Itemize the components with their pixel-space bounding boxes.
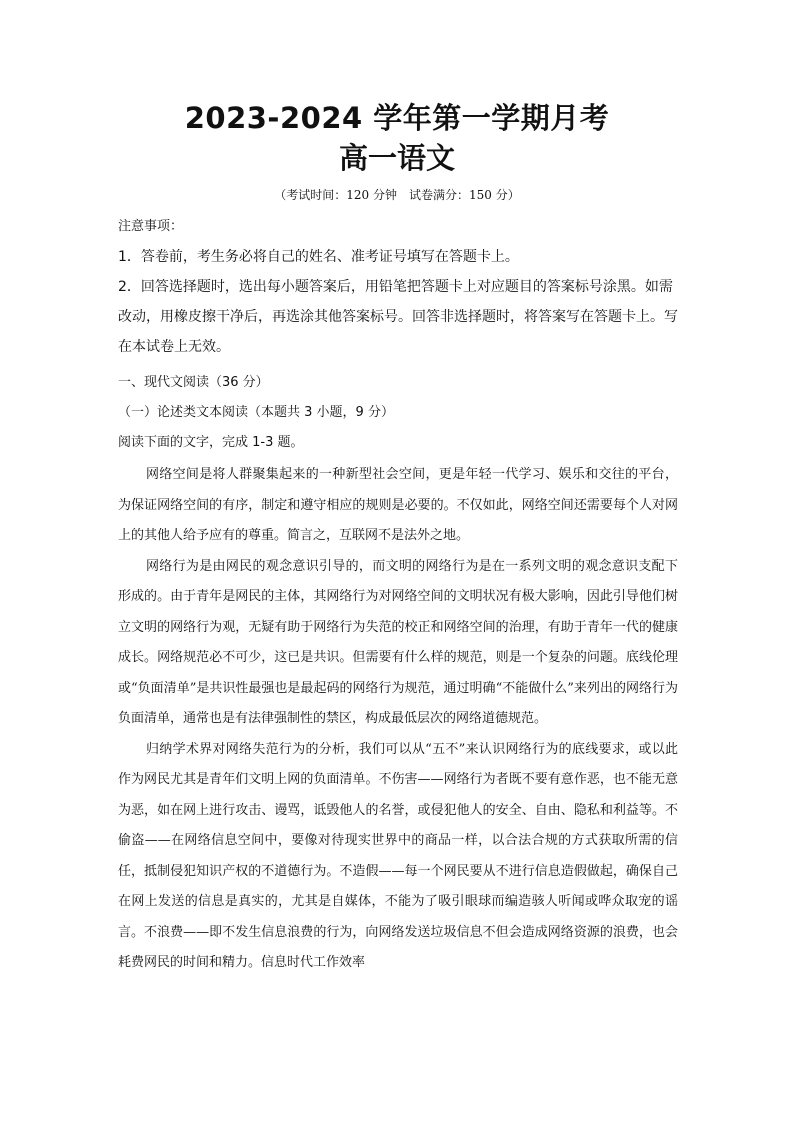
- note-item-1: 1．答卷前，考生务必将自己的姓名、准考证号填写在答题卡上。: [118, 249, 519, 265]
- exam-title: 2023-2024 学年第一学期月考: [184, 101, 610, 135]
- reading-instruction: 阅读下面的文字，完成 1-3 题。: [118, 435, 304, 450]
- passage-paragraph-2: 网络行为是由网民的观念意识引导的，而文明的网络行为是在一系列文明的观念意识支配下形成的。由于青年是网民的主体，其网络行为对网络空间的文明状况有极大影响，因此引导他们树立文明的网络行为观，无疑有助于网络行为失范的校正和网络空间的治理，有助于青年一代的健康成长。网络规范必不可少，这已是共识。但需要有什么样的规范，则是一个复杂的问题。底线伦理或“负面清单”是共识性最强也是最起码的网络行为规范，通过明确“不能做什么”来列出的网络行为负面清单，通常也是有法律强制性的禁区，构成最低层次的网络道德规范。: [118, 558, 678, 726]
- sub-heading: （一）论述类文本阅读（本题共 3 小题，9 分）: [118, 405, 394, 420]
- part-heading: 一、现代文阅读（36 分）: [118, 375, 269, 390]
- passage-paragraph-3: 归纳学术界对网络失范行为的分析，我们可以从“五不”来认识网络行为的底线要求，或以此作为网民尤其是青年们文明上网的负面清单。不伤害——网络行为者既不要有意作恶，也不能无意为恶，如在网上进行攻击、谩骂，诋毁他人的名誉，或侵犯他人的安全、自由、隐私和利益等。不偷盗——在网络信息空间中，要像对待现实世界中的商品一样，以合法合规的方式获取所需的信任，抵制侵犯知识产权的不道德行为。不造假——每一个网民要从不进行信息造假做起，确保自己在网上发送的信息是真实的，尤其是自媒体，不能为了吸引眼球而编造骇人听闻或哗众取宠的谣言。不浪费——即不发生信息浪费的行为，向网络发送垃圾信息不但会造成网络资源的浪费，也会耗费网民的时间和精力。信息时代工作效率: [118, 741, 678, 970]
- notes-section: [118, 212, 678, 362]
- passage-paragraph-1: 网络空间是将人群聚集起来的一种新型社会空间，更是年轻一代学习、娱乐和交往的平台，为保证网络空间的有序，制定和遵守相应的规则是必要的。不仅如此，网络空间还需要每个人对网上的其他人给予应有的尊重。简言之，互联网不是法外之地。: [118, 467, 678, 543]
- exam-info: （考试时间：120 分钟 试卷满分：150 分）: [274, 188, 520, 202]
- reading-passage: [118, 460, 678, 979]
- subject-title: 高一语文: [338, 141, 455, 175]
- section-headings: [118, 368, 678, 458]
- notes-label: 注意事项：: [118, 219, 184, 234]
- note-item-2: 2．回答选择题时，选出每小题答案后，用铅笔把答题卡上对应题目的答案标号涂黑。如需改动，用橡皮擦干净后，再选涂其他答案标号。回答非选择题时，将答案写在答题卡上。写在本试卷上无效。: [118, 279, 678, 355]
